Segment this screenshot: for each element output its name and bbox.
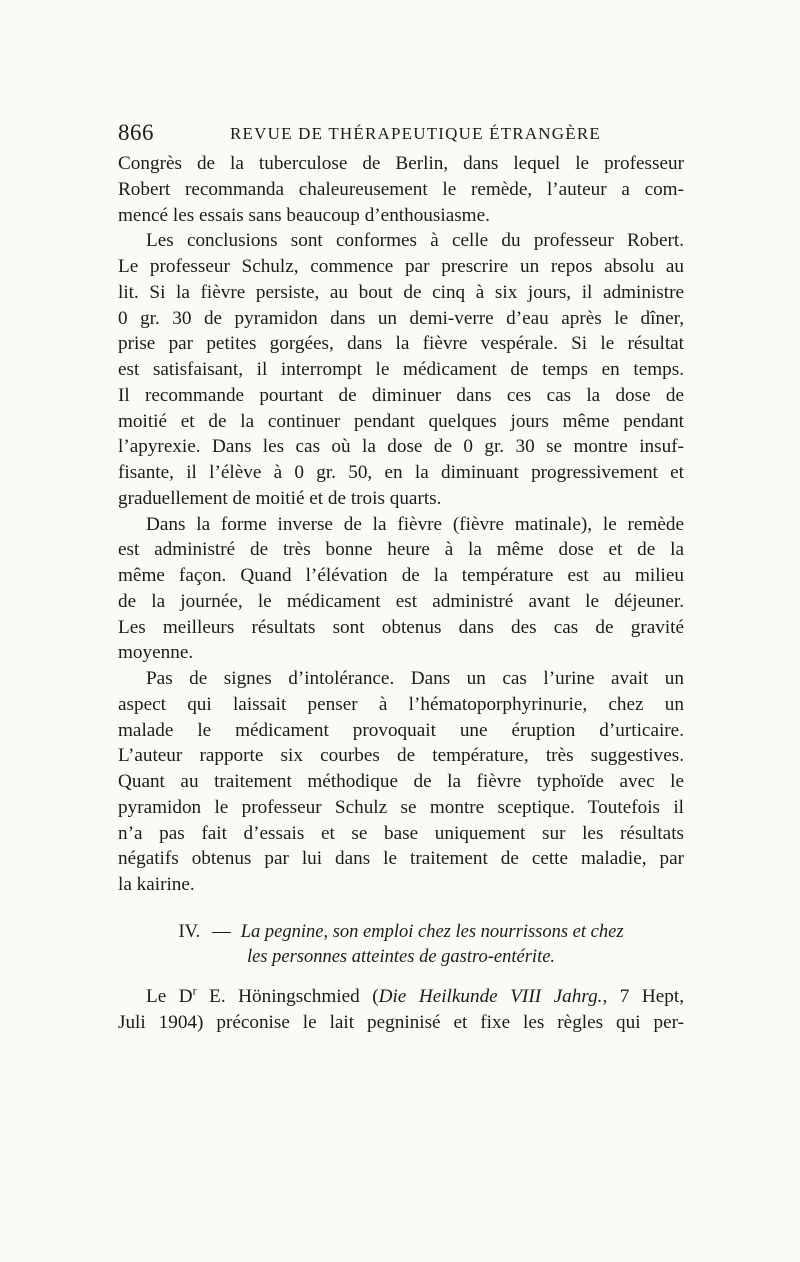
running-head [118,118,684,148]
section-title-line-1: La pegnine, son emploi chez les nourrissons et chez [240,921,624,942]
text-line: prise par petites gorgées, dans la fièvre vespérale. Si le résultat [118,333,684,355]
author-name: E. Höningschmied ( [196,985,379,1007]
text-line: graduellement de moitié et de trois quarts. [118,487,442,509]
section-dash: — [212,921,231,942]
text-line: Les conclusions sont conformes à celle du professeur Robert. [146,230,684,252]
text-line: l’apyrexie. Dans les cas où la dose de 0 gr. 30 se montre insuf- [118,436,684,458]
text-line: fisante, il l’élève à 0 gr. 50, en la diminuant progressivement et [118,462,684,483]
section-heading-line-1 [118,920,684,945]
text-line: Dans la forme inverse de la fièvre (fièvre matinale), le remède [146,513,684,535]
text-line: est administré de très bonne heure à la même dose et de la [118,539,684,561]
text-line [118,984,684,1010]
section-heading [118,920,684,970]
paragraph-continuation [118,151,684,228]
page-number: 866 [118,120,154,145]
paragraph-conclusions [118,228,684,511]
text-line: moyenne. [118,642,194,664]
text-line: négatifs obtenus par lui dans le traitement de cette maladie, par [118,848,684,870]
text-line: Il recommande pourtant de diminuer dans ces cas la dose de [118,384,684,406]
paragraph-honingschmied [118,984,684,1036]
text-line: aspect qui laissait penser à l’hématoporphyrinurie, chez un [118,693,684,715]
article-body [118,151,684,1035]
text-line: pyramidon le professeur Schulz se montre sceptique. Toutefois il [118,796,684,818]
text-line: Juli 1904) préconise le lait pegninisé et fixe les règles qui per- [118,1011,684,1033]
text-line: mencé les essais sans beaucoup d’enthousiasme. [118,204,490,226]
text-line: Pas de signes d’intolérance. Dans un cas l’urine avait un [146,668,684,689]
journal-title: REVUE DE THÉRAPEUTIQUE ÉTRANGÈRE [230,124,601,143]
text-line: est satisfaisant, il interrompt le médicament de temps en temps. [118,359,684,380]
text-line: 0 gr. 30 de pyramidon dans un demi-verre d’eau après le dîner, [118,307,684,329]
text-line: Les meilleurs résultats sont obtenus dans des cas de gravité [118,616,684,638]
text-line: Congrès de la tuberculose de Berlin, dans lequel le professeur [118,153,684,174]
text-line: n’a pas fait d’essais et se base uniquement sur les résultats [118,822,684,844]
text-line: de la journée, le médicament est administré avant le déjeuner. [118,590,684,612]
paragraph-inverse-fever [118,512,684,667]
text-line: Le professeur Schulz, commence par prescrire un repos absolu au [118,256,684,277]
text-line: lit. Si la fièvre persiste, au bout de cinq à six jours, il administre [118,281,684,303]
citation-title: Die Heilkunde VIII Jahrg. [378,985,603,1007]
section-number: IV. [178,921,201,942]
paragraph-intolerance [118,666,684,898]
text-line: Quant au traitement méthodique de la fièvre typhoïde avec le [118,771,684,792]
text-line: malade le médicament provoquait une éruption d’urticaire. [118,719,684,741]
author-prefix: Le D [146,985,193,1007]
citation-suffix: , 7 Hept, [602,985,684,1007]
text-line: même façon. Quand l’élévation de la température est au milieu [118,565,684,586]
text-line: moitié et de la continuer pendant quelques jours même pendant [118,410,684,432]
text-line: L’auteur rapporte six courbes de température, très suggestives. [118,745,684,767]
section-title-line-2: les personnes atteintes de gastro-entérite. [246,946,556,967]
doctor-superscript: r [192,983,197,998]
text-line: Robert recommanda chaleureusement le remède, l’auteur a com- [118,178,684,200]
text-line: la kairine. [118,874,195,895]
